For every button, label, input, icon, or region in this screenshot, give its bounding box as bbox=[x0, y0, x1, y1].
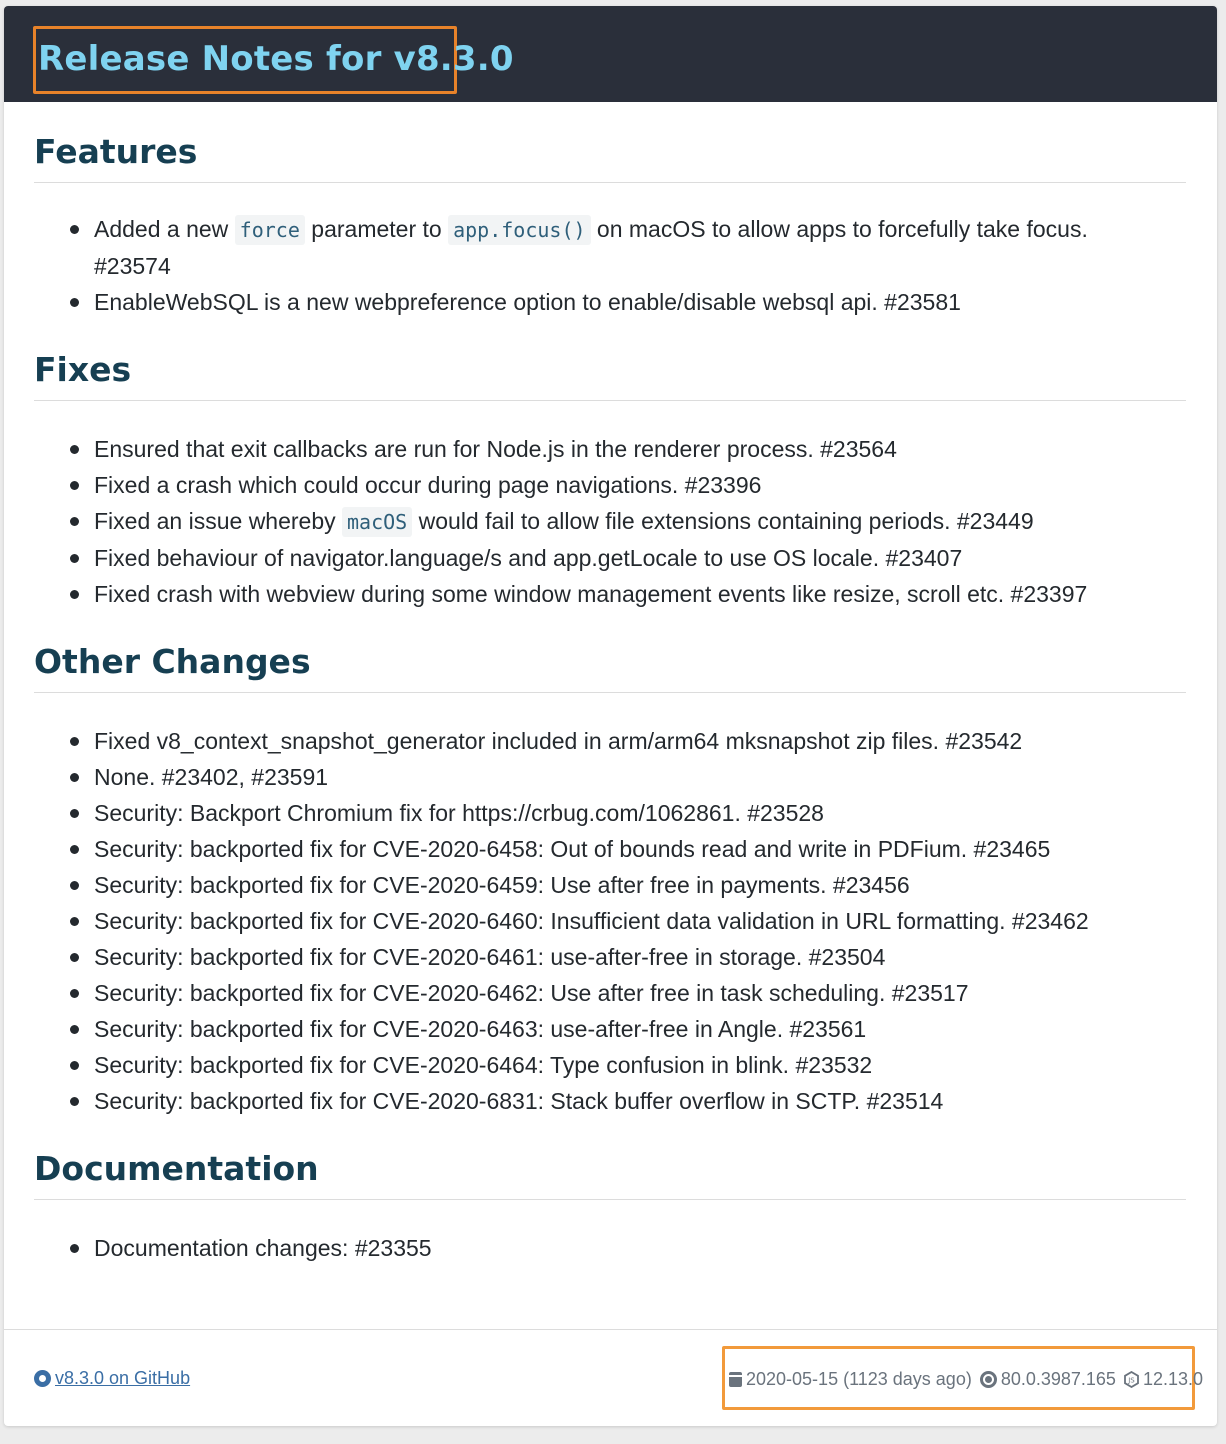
bullet-icon bbox=[70, 881, 79, 890]
list-item: Security: backported fix for CVE-2020-6460: Insufficient data validation in URL formatting. #23462 bbox=[34, 903, 1186, 939]
github-icon bbox=[34, 1370, 51, 1387]
code-force: force bbox=[235, 215, 305, 245]
section-title-other-changes: Other Changes bbox=[34, 612, 1186, 693]
features-list bbox=[34, 183, 1186, 320]
section-title-documentation: Documentation bbox=[34, 1119, 1186, 1200]
bullet-icon bbox=[70, 1097, 79, 1106]
list-item: EnableWebSQL is a new webpreference option to enable/disable websql api. #23581 bbox=[34, 284, 1186, 320]
github-release-link[interactable] bbox=[34, 1368, 190, 1389]
bullet-icon bbox=[70, 953, 79, 962]
bullet-icon bbox=[70, 225, 79, 234]
list-item: Security: backported fix for CVE-2020-6463: use-after-free in Angle. #23561 bbox=[34, 1011, 1186, 1047]
section-title-fixes: Fixes bbox=[34, 320, 1186, 401]
documentation-list bbox=[34, 1200, 1186, 1266]
list-item: Security: backported fix for CVE-2020-6831: Stack buffer overflow in SCTP. #23514 bbox=[34, 1083, 1186, 1119]
section-documentation bbox=[34, 1119, 1186, 1266]
list-item: Fixed behaviour of navigator.language/s and app.getLocale to use OS locale. #23407 bbox=[34, 540, 1186, 576]
list-item: Security: backported fix for CVE-2020-6459: Use after free in payments. #23456 bbox=[34, 867, 1186, 903]
list-item: Fixed crash with webview during some window management events like resize, scroll etc. #23397 bbox=[34, 576, 1186, 612]
bullet-icon bbox=[70, 554, 79, 563]
chrome-icon bbox=[980, 1371, 997, 1388]
code-macos: macOS bbox=[342, 507, 412, 537]
section-fixes bbox=[34, 320, 1186, 612]
section-title-features: Features bbox=[34, 102, 1186, 183]
svg-text:JS: JS bbox=[1128, 1376, 1135, 1385]
list-item: Added a new force parameter to app.focus() on macOS to allow apps to forcefully take focus. #23574 bbox=[34, 211, 1134, 284]
bullet-icon bbox=[70, 1061, 79, 1070]
bullet-icon bbox=[70, 517, 79, 526]
github-link-label: v8.3.0 on GitHub bbox=[55, 1368, 191, 1388]
section-other-changes bbox=[34, 612, 1186, 1119]
calendar-icon bbox=[729, 1372, 742, 1387]
release-meta bbox=[729, 1369, 1203, 1390]
bullet-icon bbox=[70, 989, 79, 998]
release-card bbox=[4, 6, 1217, 1426]
list-item: None. #23402, #23591 bbox=[34, 759, 1186, 795]
list-item: Security: Backport Chromium fix for https://crbug.com/1062861. #23528 bbox=[34, 795, 1186, 831]
bullet-icon bbox=[70, 917, 79, 926]
bullet-icon bbox=[70, 773, 79, 782]
section-features bbox=[34, 102, 1186, 320]
list-item: Fixed v8_context_snapshot_generator included in arm/arm64 mksnapshot zip files. #23542 bbox=[34, 723, 1186, 759]
release-title: Release Notes for v8.3.0 bbox=[38, 39, 514, 79]
release-header bbox=[4, 6, 1217, 102]
list-item: Ensured that exit callbacks are run for Node.js in the renderer process. #23564 bbox=[34, 431, 1186, 467]
bullet-icon bbox=[70, 1025, 79, 1034]
bullet-icon bbox=[70, 481, 79, 490]
release-notes-body bbox=[34, 102, 1186, 1266]
bullet-icon bbox=[70, 737, 79, 746]
list-item: Security: backported fix for CVE-2020-6461: use-after-free in storage. #23504 bbox=[34, 939, 1186, 975]
code-app-focus: app.focus() bbox=[448, 215, 590, 245]
node-version: 12.13.0 bbox=[1142, 1369, 1204, 1389]
list-item: Documentation changes: #23355 bbox=[34, 1230, 1186, 1266]
list-item: Fixed a crash which could occur during page navigations. #23396 bbox=[34, 467, 1186, 503]
nodejs-icon bbox=[1124, 1371, 1139, 1388]
list-item: Security: backported fix for CVE-2020-6458: Out of bounds read and write in PDFium. #23465 bbox=[34, 831, 1186, 867]
bullet-icon bbox=[70, 590, 79, 599]
list-item: Fixed an issue whereby macOS would fail to allow file extensions containing periods. #23449 bbox=[34, 503, 1186, 540]
list-item: Security: backported fix for CVE-2020-6462: Use after free in task scheduling. #23517 bbox=[34, 975, 1186, 1011]
bullet-icon bbox=[70, 845, 79, 854]
meta-highlight-box bbox=[722, 1346, 1204, 1410]
bullet-icon bbox=[70, 809, 79, 818]
release-date: 2020-05-15 (1123 days ago) bbox=[746, 1369, 972, 1389]
fixes-list bbox=[34, 401, 1186, 612]
bullet-icon bbox=[70, 1244, 79, 1253]
list-item: Security: backported fix for CVE-2020-6464: Type confusion in blink. #23532 bbox=[34, 1047, 1186, 1083]
chrome-version: 80.0.3987.165 bbox=[1000, 1369, 1116, 1389]
title-highlight-box bbox=[33, 26, 514, 94]
release-footer bbox=[4, 1329, 1217, 1426]
other-changes-list bbox=[34, 693, 1186, 1119]
bullet-icon bbox=[70, 445, 79, 454]
bullet-icon bbox=[70, 298, 79, 307]
